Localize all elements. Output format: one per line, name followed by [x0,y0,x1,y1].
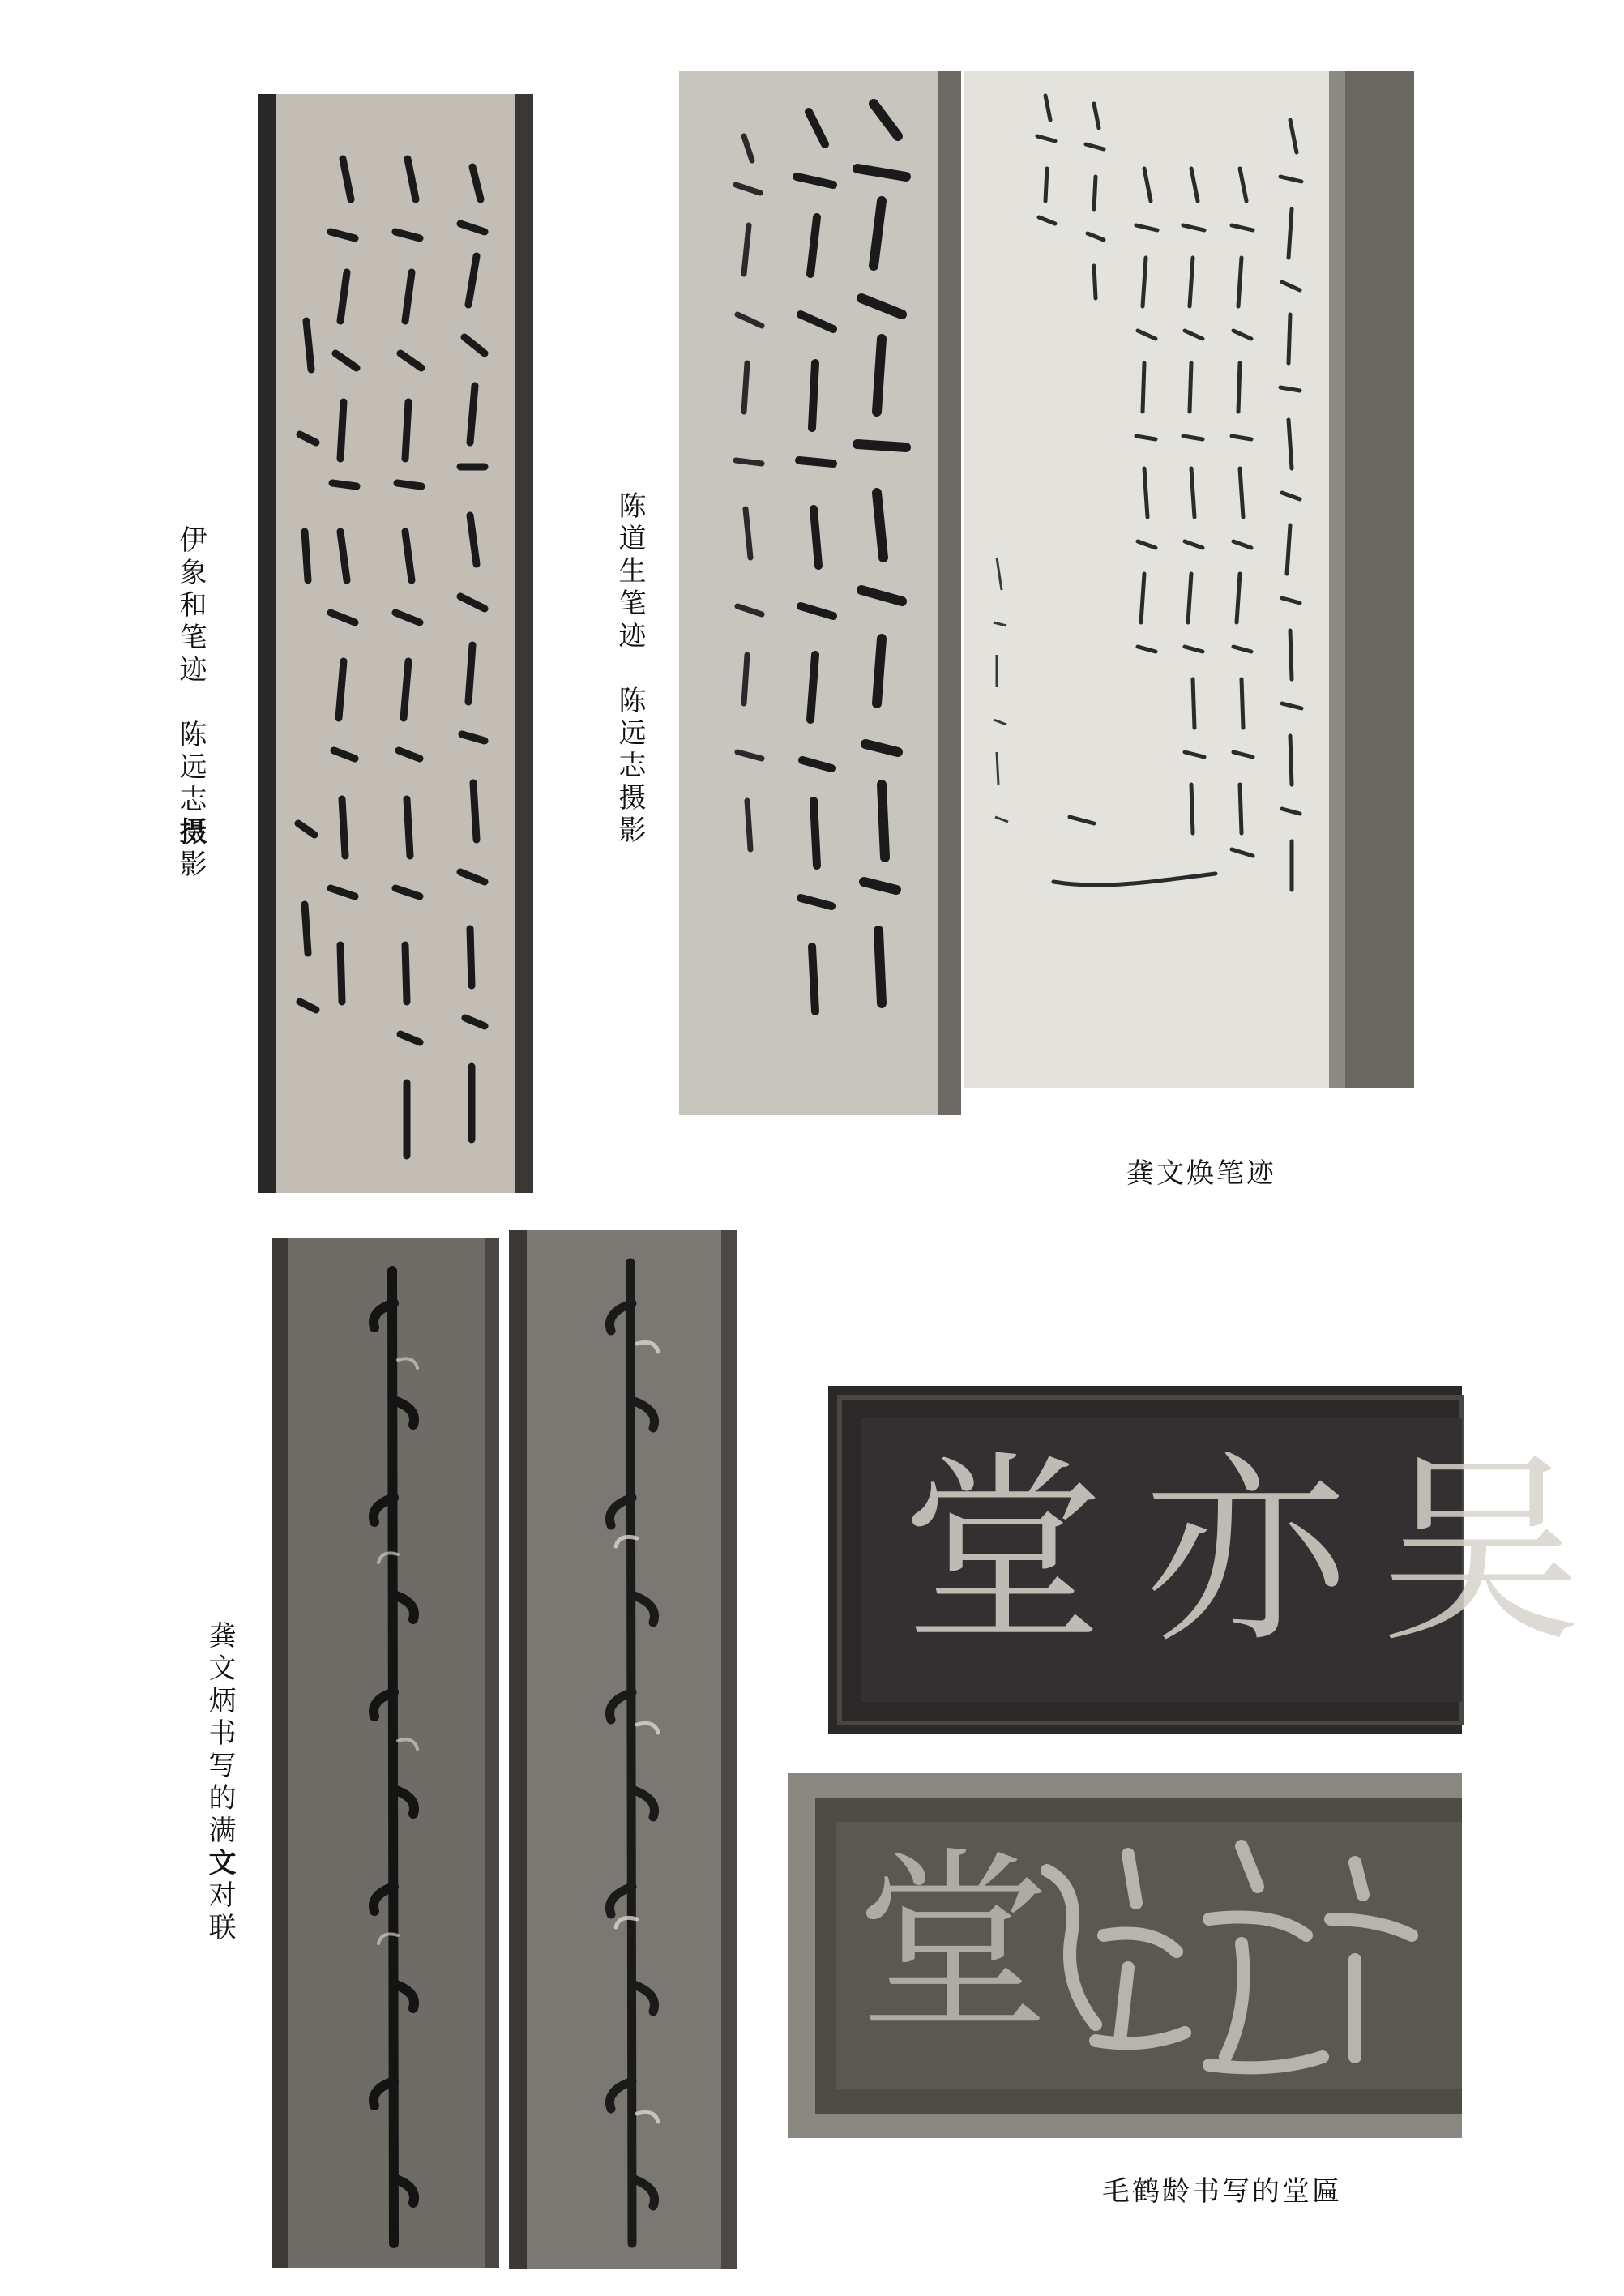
caption-gong-wenbing [203,1621,236,1945]
letter-strokes-image [964,71,1414,1088]
photo-yi-calligraphy [258,94,533,1193]
caption-mao-heling: 毛鹤龄书写的堂匾 [1102,2175,1342,2208]
plaque-top-char-1: 堂 [901,1434,1104,1670]
caption-gong-wenbing-bold: 文 [203,1848,236,1880]
caption-gong-wenbing-part1: 龚文炳书写的满 [203,1621,236,1848]
caption-yi-part1: 伊象和笔迹 [174,525,207,687]
manchu-script-image [509,1230,737,2269]
photo-hall-plaque-bottom [788,1773,1462,2138]
caption-yi-calligraphy [174,525,207,882]
photo-hall-plaque-top [828,1386,1582,1734]
plaque-bottom-char-1: 堂 [856,1830,1051,2057]
calligraphy-strokes-image [258,94,533,1193]
photo-manchu-couplet-right [509,1230,737,2269]
caption-yi-bold: 摄 [174,817,207,849]
calligraphy-strokes-image [679,71,961,1115]
photo-gong-wenhuan-letter [964,71,1414,1088]
caption-gong-wenbing-part2: 对联 [203,1880,236,1945]
photo-manchu-couplet-left [272,1238,499,2268]
caption-yi-part3: 影 [174,849,207,882]
plaque-top-char-2: 亦 [1144,1434,1347,1670]
plaque-top-char-3: 吴 [1379,1434,1582,1670]
manchu-script-image [272,1238,499,2268]
caption-yi-part2: 陈远志 [174,720,207,817]
caption-gong-wenhuan: 龚文焕笔迹 [1126,1157,1276,1190]
caption-chen-calligraphy: 陈道生笔迹 陈远志摄影 [613,491,646,848]
photo-chen-calligraphy [679,71,961,1115]
